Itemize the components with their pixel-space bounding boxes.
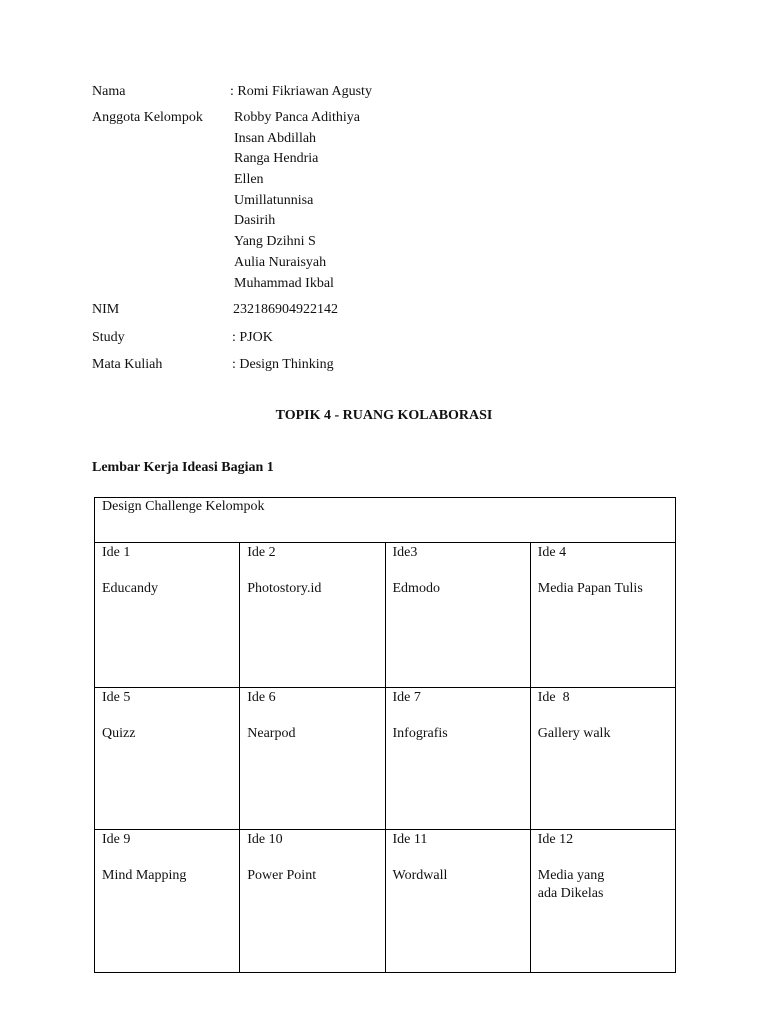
idea-label: Ide 11 [392, 832, 428, 847]
nama-value: : Romi Fikriawan Agusty [230, 84, 372, 99]
idea-cell [530, 830, 675, 973]
idea-name: Power Point [247, 868, 317, 883]
idea-label: Ide 4 [537, 545, 567, 560]
idea-name: Educandy [102, 581, 158, 596]
idea-cell [240, 543, 385, 688]
idea-cell [240, 830, 385, 973]
idea-name: Quizz [102, 726, 136, 741]
study-label: Study [92, 330, 125, 345]
idea-name: Media yang ada Dikelas [537, 868, 605, 901]
member-item: Aulia Nuraisyah [234, 254, 327, 270]
idea-cell [385, 543, 530, 688]
mata-kuliah-label: Mata Kuliah [92, 357, 163, 372]
study-value: : PJOK [232, 330, 273, 345]
member-item: Insan Abdillah [234, 130, 317, 146]
member-item: Robby Panca Adithiya [234, 110, 360, 125]
member-item: Ranga Hendria [234, 151, 319, 167]
idea-label: Ide 10 [247, 832, 283, 847]
table-row [95, 688, 676, 830]
idea-label: Ide 7 [392, 690, 421, 705]
idea-cell [385, 830, 530, 973]
idea-cell [385, 688, 530, 830]
idea-label: Ide 2 [247, 545, 276, 560]
ideation-table [94, 497, 676, 973]
idea-label: Ide 8 [537, 690, 570, 705]
section-subtitle: Lembar Kerja Ideasi Bagian 1 [92, 460, 274, 475]
table-header-row [95, 498, 676, 543]
member-item: Yang Dzihni S [234, 234, 316, 250]
idea-name: Infografis [392, 726, 448, 741]
table-row [95, 543, 676, 688]
idea-cell [240, 688, 385, 830]
idea-name: Photostory.id [247, 581, 322, 596]
member-item: Dasirih [234, 213, 276, 229]
member-item: Ellen [234, 172, 264, 188]
idea-label: Ide 12 [537, 832, 574, 847]
idea-name: Edmodo [392, 581, 440, 596]
idea-cell [95, 688, 240, 830]
idea-label: Ide 1 [102, 545, 131, 560]
design-challenge-label: Design Challenge Kelompok [102, 499, 265, 514]
idea-cell [95, 830, 240, 973]
member-item: Muhammad Ikbal [234, 275, 334, 291]
idea-name: Wordwall [392, 868, 448, 883]
nim-label: NIM [92, 302, 120, 317]
idea-label: Ide3 [392, 545, 418, 560]
member-item: Umillatunnisa [234, 192, 314, 208]
idea-name: Media Papan Tulis [537, 581, 643, 596]
idea-cell [95, 543, 240, 688]
nama-label: Nama [92, 84, 126, 99]
idea-label: Ide 6 [247, 690, 276, 705]
nim-value: 232186904922142 [233, 302, 338, 317]
design-challenge-cell [95, 498, 676, 543]
idea-name: Gallery walk [537, 726, 611, 741]
idea-cell [530, 543, 675, 688]
idea-label: Ide 5 [102, 690, 131, 705]
anggota-label: Anggota Kelompok [92, 110, 203, 125]
idea-name: Nearpod [247, 726, 296, 741]
member-list [234, 108, 360, 294]
table-row [95, 830, 676, 973]
idea-name: Mind Mapping [102, 868, 187, 883]
page-title: TOPIK 4 - RUANG KOLABORASI [275, 408, 493, 423]
idea-cell [530, 688, 675, 830]
idea-label: Ide 9 [102, 832, 131, 847]
mata-kuliah-value: : Design Thinking [232, 357, 334, 372]
